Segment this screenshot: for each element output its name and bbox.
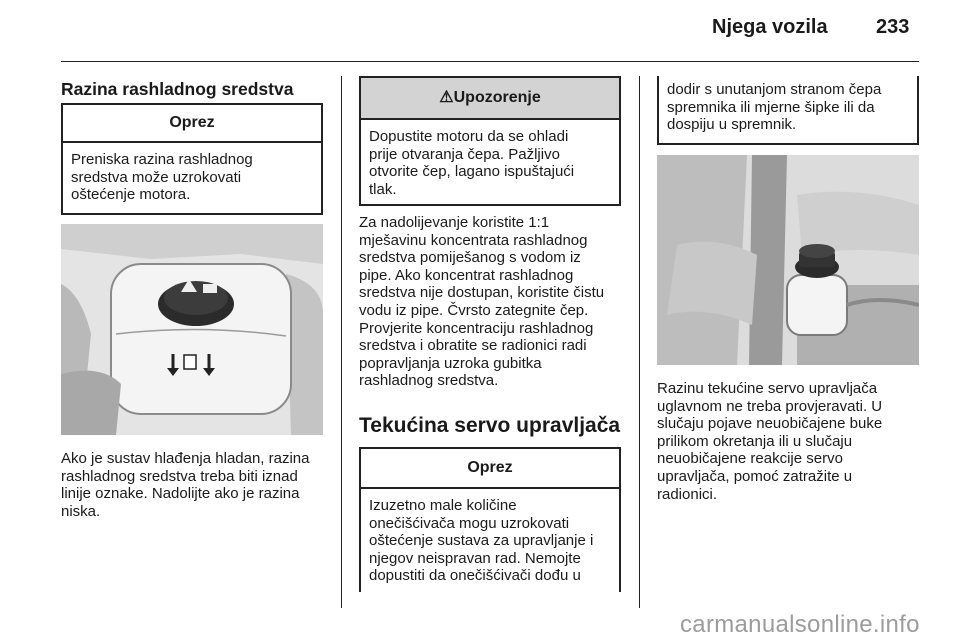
header-rule — [61, 61, 919, 62]
caution-box-text: Preniska razina rashladnog sredstva može uzrokovati oštećenje motora. — [71, 151, 253, 204]
caution-box-continued-text: dodir s unutanjom stranom čepa spremnika ili mjerne šipke ili da dospiju u spremnik. — [667, 81, 882, 134]
watermark: carmanualsonline.info — [680, 611, 920, 638]
refill-paragraph: Za nadolijevanje koristite 1:1 mješavinu koncentrata rashladnog sredstva pomiješanog s vodom iz pipe. Ako koncentrat rashladnog sredstva nije dostupan, koristite čistu vodu iz pipe. Čvrsto zategnite čep. Provjerite koncentraciju rashladnog sredstva i obratite se radionici radi popravljanja uzroka gubitka rashladnog sredstva. — [359, 214, 605, 390]
caution-box-text: Izuzetno male količine onečišćivača mogu uzrokovati oštećenje sustava za upravljanje i njegov neispravan rad. Nemojte dopustiti da onečišćivači dođu u — [369, 497, 594, 585]
column-divider-2 — [639, 76, 640, 608]
section-heading-power-steering: Tekućina servo upravljača — [359, 414, 621, 437]
caution-box-coolant — [61, 103, 323, 215]
warning-box-header — [361, 78, 619, 120]
page-header-title: Njega vozila — [712, 16, 828, 38]
warning-box-text: Dopustite motoru da se ohladi prije otvaranja čepa. Pažljivo otvorite čep, lagano ispuštajući tlak. — [369, 128, 575, 198]
section-heading-coolant: Razina rashladnog sredstva — [61, 79, 294, 99]
coolant-paragraph: Ako je sustav hlađenja hladan, razina rashladnog sredstva treba biti iznad linije oznake. Nadolijte ako je razina niska. — [61, 450, 310, 520]
warning-box-title: Upozorenje — [453, 89, 541, 106]
warning-box — [359, 76, 621, 206]
column-divider-1 — [341, 76, 342, 608]
warning-triangle-icon: ⚠ — [439, 89, 454, 106]
caution-box-title: Oprez — [63, 105, 321, 143]
caution-box-power-steering — [359, 447, 621, 592]
power-steering-paragraph: Razinu tekućine servo upravljača uglavnom ne treba provjeravati. U slučaju pojave neuobičajene buke prilikom okretanja ili u slučaju neuobičajene reakcije servo upravljača, pomoć zatražite u radionici. — [657, 380, 883, 503]
power-steering-reservoir-photo — [657, 155, 919, 365]
caution-box-continued — [657, 76, 919, 145]
caution-box-title: Oprez — [361, 449, 619, 489]
coolant-reservoir-photo — [61, 224, 323, 435]
page-number: 233 — [876, 16, 910, 38]
